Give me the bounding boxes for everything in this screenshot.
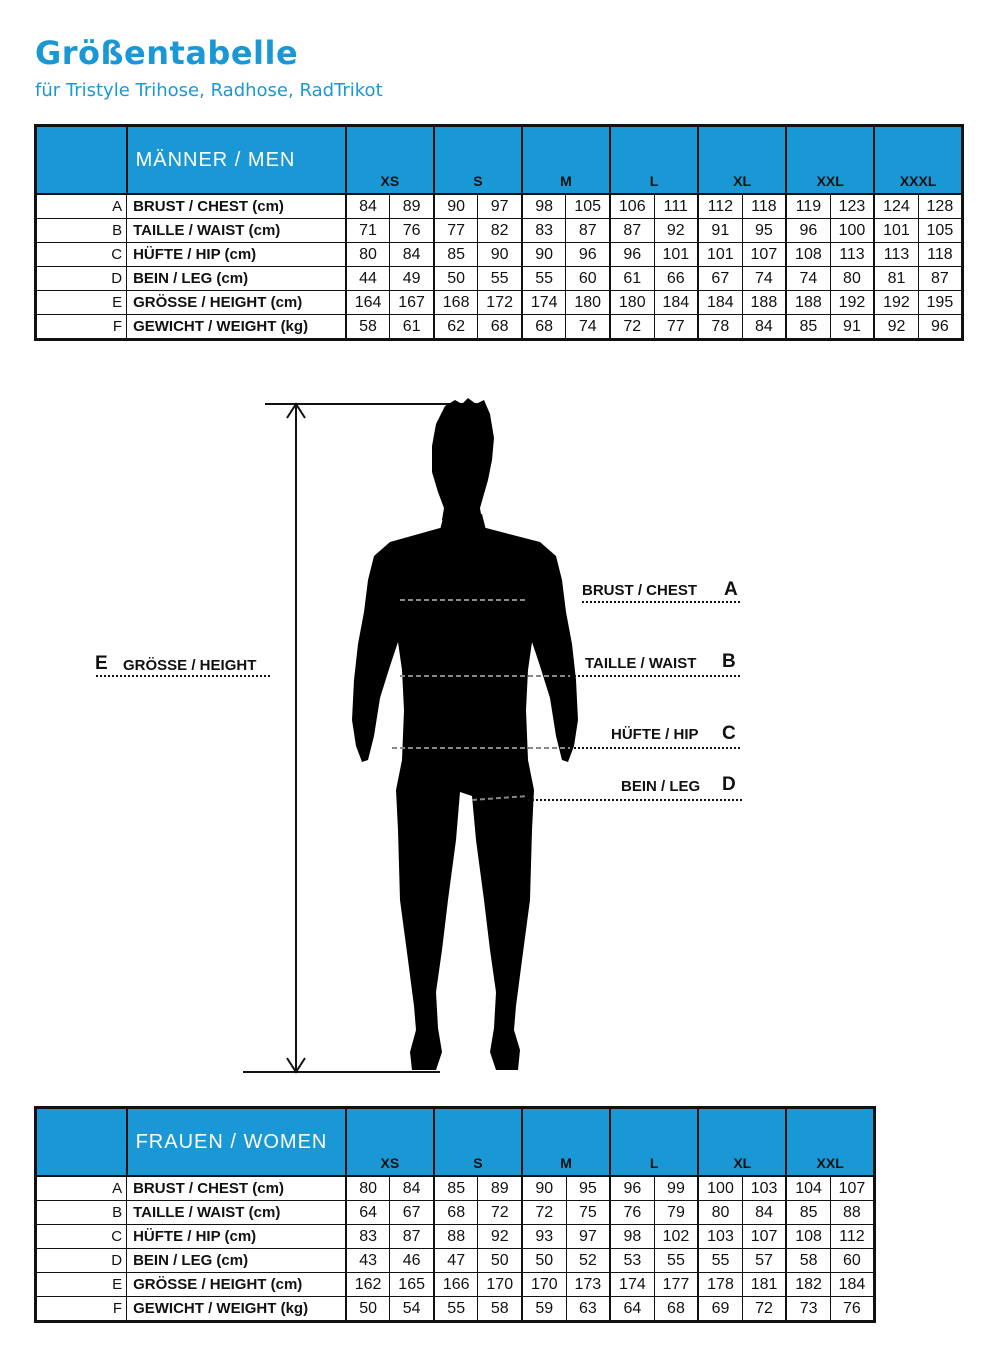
size-header: S bbox=[434, 126, 522, 195]
row-label: HÜFTE / HIP (cm) bbox=[127, 243, 346, 267]
size-value-cell: 192 bbox=[874, 291, 918, 315]
size-value-cell: 85 bbox=[434, 243, 478, 267]
size-value-cell: 72 bbox=[522, 1201, 566, 1225]
size-value-cell: 113 bbox=[830, 243, 874, 267]
size-value-cell: 98 bbox=[522, 194, 566, 219]
size-value-cell: 111 bbox=[654, 194, 698, 219]
size-value-cell: 84 bbox=[742, 1201, 786, 1225]
size-value-cell: 87 bbox=[566, 219, 610, 243]
size-value-cell: 105 bbox=[918, 219, 962, 243]
size-value-cell: 84 bbox=[390, 1176, 434, 1201]
size-value-cell: 76 bbox=[390, 219, 434, 243]
size-value-cell: 52 bbox=[566, 1249, 610, 1273]
person-silhouette bbox=[352, 398, 578, 1070]
row-label: HÜFTE / HIP (cm) bbox=[127, 1225, 346, 1249]
size-header: L bbox=[610, 1108, 698, 1177]
row-letter: C bbox=[36, 243, 127, 267]
hip-label: HÜFTE / HIP bbox=[611, 726, 699, 743]
leg-label: BEIN / LEG bbox=[621, 778, 701, 795]
size-value-cell: 85 bbox=[434, 1176, 478, 1201]
size-value-cell: 101 bbox=[654, 243, 698, 267]
size-value-cell: 96 bbox=[610, 243, 654, 267]
size-value-cell: 83 bbox=[346, 1225, 390, 1249]
size-value-cell: 68 bbox=[478, 315, 522, 340]
table-row bbox=[36, 1225, 875, 1249]
height-letter: E bbox=[95, 653, 108, 674]
header-corner bbox=[36, 126, 127, 195]
waist-label: TAILLE / WAIST bbox=[585, 655, 697, 672]
size-value-cell: 92 bbox=[478, 1225, 522, 1249]
size-value-cell: 55 bbox=[478, 267, 522, 291]
row-letter: F bbox=[36, 1297, 127, 1322]
chest-label: BRUST / CHEST bbox=[582, 582, 698, 599]
table-row bbox=[36, 1249, 875, 1273]
size-value-cell: 80 bbox=[830, 267, 874, 291]
size-value-cell: 68 bbox=[434, 1201, 478, 1225]
row-label: BEIN / LEG (cm) bbox=[127, 267, 346, 291]
size-value-cell: 59 bbox=[522, 1297, 566, 1322]
size-header: XL bbox=[698, 126, 786, 195]
size-value-cell: 76 bbox=[610, 1201, 654, 1225]
height-label: GRÖSSE / HEIGHT bbox=[123, 657, 257, 674]
size-value-cell: 80 bbox=[346, 1176, 390, 1201]
size-value-cell: 96 bbox=[786, 219, 830, 243]
page-subtitle: für Tristyle Trihose, Radhose, RadTrikot bbox=[35, 80, 383, 101]
size-value-cell: 84 bbox=[346, 194, 390, 219]
size-value-cell: 85 bbox=[786, 1201, 830, 1225]
body-measurement-figure bbox=[0, 380, 1000, 1090]
size-value-cell: 166 bbox=[434, 1273, 478, 1297]
size-value-cell: 105 bbox=[566, 194, 610, 219]
table-header-row bbox=[36, 126, 963, 195]
size-value-cell: 74 bbox=[566, 315, 610, 340]
size-value-cell: 100 bbox=[830, 219, 874, 243]
row-label: BEIN / LEG (cm) bbox=[127, 1249, 346, 1273]
size-value-cell: 90 bbox=[434, 194, 478, 219]
row-label: TAILLE / WAIST (cm) bbox=[127, 219, 346, 243]
size-value-cell: 50 bbox=[434, 267, 478, 291]
size-value-cell: 164 bbox=[346, 291, 390, 315]
size-value-cell: 180 bbox=[610, 291, 654, 315]
size-value-cell: 102 bbox=[654, 1225, 698, 1249]
size-value-cell: 66 bbox=[654, 267, 698, 291]
size-value-cell: 181 bbox=[742, 1273, 786, 1297]
size-value-cell: 80 bbox=[698, 1201, 742, 1225]
size-value-cell: 119 bbox=[786, 194, 830, 219]
page-title: Größentabelle bbox=[35, 34, 299, 72]
size-value-cell: 85 bbox=[786, 315, 830, 340]
size-header: L bbox=[610, 126, 698, 195]
table-row bbox=[36, 1297, 875, 1322]
size-value-cell: 92 bbox=[874, 315, 918, 340]
size-header: XL bbox=[698, 1108, 786, 1177]
table-row bbox=[36, 1273, 875, 1297]
size-header: M bbox=[522, 1108, 610, 1177]
row-label: GRÖSSE / HEIGHT (cm) bbox=[127, 291, 346, 315]
row-letter: E bbox=[36, 1273, 127, 1297]
hip-letter: C bbox=[722, 723, 736, 744]
size-value-cell: 188 bbox=[742, 291, 786, 315]
size-value-cell: 103 bbox=[742, 1176, 786, 1201]
size-value-cell: 69 bbox=[698, 1297, 742, 1322]
row-letter: A bbox=[36, 194, 127, 219]
size-header: XS bbox=[346, 126, 434, 195]
row-label: GEWICHT / WEIGHT (kg) bbox=[127, 315, 346, 340]
size-header: S bbox=[434, 1108, 522, 1177]
size-value-cell: 46 bbox=[390, 1249, 434, 1273]
size-value-cell: 72 bbox=[742, 1297, 786, 1322]
size-value-cell: 64 bbox=[610, 1297, 654, 1322]
size-value-cell: 192 bbox=[830, 291, 874, 315]
size-value-cell: 93 bbox=[522, 1225, 566, 1249]
size-value-cell: 107 bbox=[830, 1176, 874, 1201]
size-value-cell: 43 bbox=[346, 1249, 390, 1273]
size-value-cell: 99 bbox=[654, 1176, 698, 1201]
size-value-cell: 74 bbox=[742, 267, 786, 291]
size-value-cell: 177 bbox=[654, 1273, 698, 1297]
size-value-cell: 55 bbox=[522, 267, 566, 291]
women-size-table bbox=[34, 1106, 876, 1323]
size-value-cell: 54 bbox=[390, 1297, 434, 1322]
size-value-cell: 188 bbox=[786, 291, 830, 315]
size-value-cell: 47 bbox=[434, 1249, 478, 1273]
size-value-cell: 60 bbox=[566, 267, 610, 291]
size-value-cell: 95 bbox=[742, 219, 786, 243]
size-value-cell: 49 bbox=[390, 267, 434, 291]
table-row bbox=[36, 291, 963, 315]
size-value-cell: 92 bbox=[654, 219, 698, 243]
size-value-cell: 71 bbox=[346, 219, 390, 243]
size-value-cell: 88 bbox=[434, 1225, 478, 1249]
table-row bbox=[36, 194, 963, 219]
size-value-cell: 124 bbox=[874, 194, 918, 219]
size-header: M bbox=[522, 126, 610, 195]
table-header-row bbox=[36, 1108, 875, 1177]
size-value-cell: 50 bbox=[522, 1249, 566, 1273]
size-value-cell: 87 bbox=[390, 1225, 434, 1249]
size-value-cell: 103 bbox=[698, 1225, 742, 1249]
size-value-cell: 87 bbox=[610, 219, 654, 243]
size-value-cell: 91 bbox=[698, 219, 742, 243]
size-value-cell: 90 bbox=[478, 243, 522, 267]
size-value-cell: 123 bbox=[830, 194, 874, 219]
size-value-cell: 73 bbox=[786, 1297, 830, 1322]
size-value-cell: 100 bbox=[698, 1176, 742, 1201]
size-value-cell: 72 bbox=[610, 315, 654, 340]
size-value-cell: 108 bbox=[786, 243, 830, 267]
size-value-cell: 89 bbox=[478, 1176, 522, 1201]
size-value-cell: 74 bbox=[786, 267, 830, 291]
size-value-cell: 96 bbox=[610, 1176, 654, 1201]
size-value-cell: 75 bbox=[566, 1201, 610, 1225]
size-value-cell: 101 bbox=[874, 219, 918, 243]
size-value-cell: 96 bbox=[566, 243, 610, 267]
size-value-cell: 96 bbox=[918, 315, 962, 340]
size-header: XXL bbox=[786, 126, 874, 195]
waist-letter: B bbox=[722, 651, 736, 672]
size-value-cell: 165 bbox=[390, 1273, 434, 1297]
row-letter: D bbox=[36, 267, 127, 291]
size-value-cell: 67 bbox=[698, 267, 742, 291]
row-label: BRUST / CHEST (cm) bbox=[127, 194, 346, 219]
size-value-cell: 81 bbox=[874, 267, 918, 291]
size-value-cell: 113 bbox=[874, 243, 918, 267]
size-value-cell: 182 bbox=[786, 1273, 830, 1297]
size-value-cell: 162 bbox=[346, 1273, 390, 1297]
size-value-cell: 68 bbox=[522, 315, 566, 340]
size-value-cell: 118 bbox=[918, 243, 962, 267]
size-value-cell: 112 bbox=[830, 1225, 874, 1249]
size-value-cell: 83 bbox=[522, 219, 566, 243]
size-value-cell: 55 bbox=[434, 1297, 478, 1322]
size-value-cell: 108 bbox=[786, 1225, 830, 1249]
table-row bbox=[36, 315, 963, 340]
size-value-cell: 77 bbox=[654, 315, 698, 340]
table-row bbox=[36, 219, 963, 243]
table-row bbox=[36, 1176, 875, 1201]
size-value-cell: 57 bbox=[742, 1249, 786, 1273]
row-letter: F bbox=[36, 315, 127, 340]
size-value-cell: 107 bbox=[742, 1225, 786, 1249]
men-size-table bbox=[34, 124, 964, 341]
table-title: FRAUEN / WOMEN bbox=[127, 1108, 346, 1177]
table-title: MÄNNER / MEN bbox=[127, 126, 346, 195]
size-value-cell: 79 bbox=[654, 1201, 698, 1225]
size-value-cell: 88 bbox=[830, 1201, 874, 1225]
size-value-cell: 50 bbox=[478, 1249, 522, 1273]
chest-letter: A bbox=[724, 579, 738, 600]
size-value-cell: 168 bbox=[434, 291, 478, 315]
header-corner bbox=[36, 1108, 127, 1177]
size-value-cell: 170 bbox=[522, 1273, 566, 1297]
size-value-cell: 178 bbox=[698, 1273, 742, 1297]
size-value-cell: 98 bbox=[610, 1225, 654, 1249]
table-row bbox=[36, 267, 963, 291]
size-value-cell: 172 bbox=[478, 291, 522, 315]
size-value-cell: 60 bbox=[830, 1249, 874, 1273]
size-value-cell: 58 bbox=[478, 1297, 522, 1322]
size-value-cell: 184 bbox=[654, 291, 698, 315]
table-row bbox=[36, 1201, 875, 1225]
size-value-cell: 89 bbox=[390, 194, 434, 219]
size-value-cell: 58 bbox=[786, 1249, 830, 1273]
size-value-cell: 76 bbox=[830, 1297, 874, 1322]
size-value-cell: 174 bbox=[610, 1273, 654, 1297]
size-value-cell: 84 bbox=[742, 315, 786, 340]
size-header: XS bbox=[346, 1108, 434, 1177]
row-label: BRUST / CHEST (cm) bbox=[127, 1176, 346, 1201]
silhouette-drawing bbox=[0, 380, 1000, 1090]
size-value-cell: 167 bbox=[390, 291, 434, 315]
size-value-cell: 101 bbox=[698, 243, 742, 267]
size-value-cell: 97 bbox=[478, 194, 522, 219]
size-value-cell: 97 bbox=[566, 1225, 610, 1249]
size-value-cell: 84 bbox=[390, 243, 434, 267]
size-value-cell: 90 bbox=[522, 243, 566, 267]
size-value-cell: 55 bbox=[654, 1249, 698, 1273]
size-value-cell: 50 bbox=[346, 1297, 390, 1322]
size-value-cell: 80 bbox=[346, 243, 390, 267]
size-header: XXL bbox=[786, 1108, 874, 1177]
row-label: GRÖSSE / HEIGHT (cm) bbox=[127, 1273, 346, 1297]
size-value-cell: 67 bbox=[390, 1201, 434, 1225]
size-value-cell: 170 bbox=[478, 1273, 522, 1297]
row-letter: C bbox=[36, 1225, 127, 1249]
size-value-cell: 180 bbox=[566, 291, 610, 315]
size-value-cell: 104 bbox=[786, 1176, 830, 1201]
size-value-cell: 72 bbox=[478, 1201, 522, 1225]
size-header: XXXL bbox=[874, 126, 962, 195]
size-value-cell: 91 bbox=[830, 315, 874, 340]
size-value-cell: 128 bbox=[918, 194, 962, 219]
size-value-cell: 63 bbox=[566, 1297, 610, 1322]
size-value-cell: 64 bbox=[346, 1201, 390, 1225]
size-value-cell: 82 bbox=[478, 219, 522, 243]
size-value-cell: 78 bbox=[698, 315, 742, 340]
size-value-cell: 58 bbox=[346, 315, 390, 340]
size-value-cell: 107 bbox=[742, 243, 786, 267]
table-row bbox=[36, 243, 963, 267]
size-value-cell: 77 bbox=[434, 219, 478, 243]
size-value-cell: 90 bbox=[522, 1176, 566, 1201]
size-value-cell: 118 bbox=[742, 194, 786, 219]
size-value-cell: 184 bbox=[830, 1273, 874, 1297]
size-value-cell: 44 bbox=[346, 267, 390, 291]
size-value-cell: 95 bbox=[566, 1176, 610, 1201]
size-value-cell: 184 bbox=[698, 291, 742, 315]
size-value-cell: 173 bbox=[566, 1273, 610, 1297]
size-value-cell: 55 bbox=[698, 1249, 742, 1273]
row-letter: B bbox=[36, 1201, 127, 1225]
size-value-cell: 62 bbox=[434, 315, 478, 340]
size-value-cell: 112 bbox=[698, 194, 742, 219]
row-label: TAILLE / WAIST (cm) bbox=[127, 1201, 346, 1225]
size-value-cell: 195 bbox=[918, 291, 962, 315]
row-label: GEWICHT / WEIGHT (kg) bbox=[127, 1297, 346, 1322]
row-letter: D bbox=[36, 1249, 127, 1273]
size-value-cell: 61 bbox=[390, 315, 434, 340]
row-letter: A bbox=[36, 1176, 127, 1201]
row-letter: B bbox=[36, 219, 127, 243]
row-letter: E bbox=[36, 291, 127, 315]
size-value-cell: 68 bbox=[654, 1297, 698, 1322]
size-value-cell: 61 bbox=[610, 267, 654, 291]
size-value-cell: 53 bbox=[610, 1249, 654, 1273]
size-value-cell: 87 bbox=[918, 267, 962, 291]
size-value-cell: 106 bbox=[610, 194, 654, 219]
leg-letter: D bbox=[722, 774, 736, 795]
size-value-cell: 174 bbox=[522, 291, 566, 315]
